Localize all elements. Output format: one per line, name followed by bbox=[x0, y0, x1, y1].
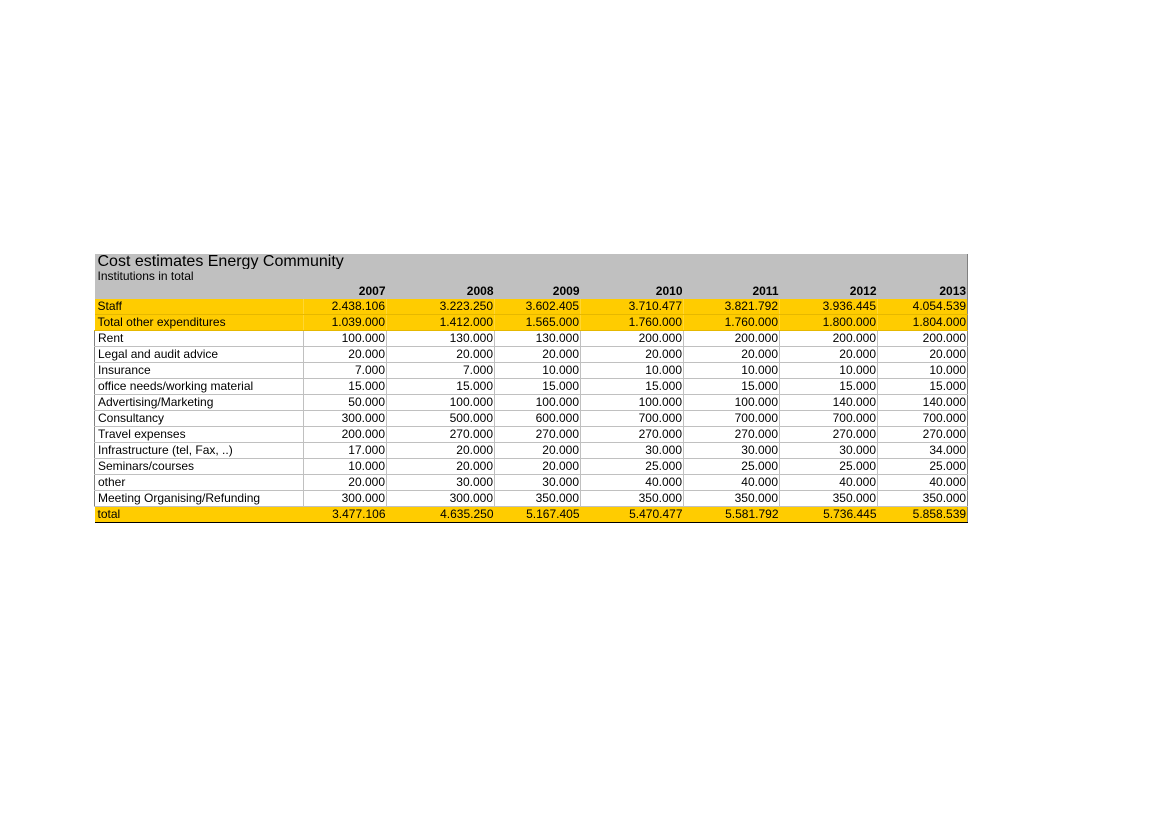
year-header-2009[interactable]: 2009 bbox=[495, 284, 581, 299]
cell-2008[interactable]: 500.000 bbox=[387, 411, 495, 427]
row-label[interactable]: Total other expenditures bbox=[95, 315, 304, 331]
cell-2009[interactable]: 10.000 bbox=[495, 363, 581, 379]
table-row bbox=[95, 347, 968, 363]
cell-2009[interactable]: 15.000 bbox=[495, 379, 581, 395]
table-row bbox=[95, 315, 968, 331]
year-header-2007[interactable]: 2007 bbox=[304, 284, 387, 299]
cell-2011[interactable]: 1.760.000 bbox=[684, 315, 780, 331]
cell-2012[interactable]: 1.800.000 bbox=[780, 315, 878, 331]
cell-2011[interactable]: 350.000 bbox=[684, 491, 780, 507]
cell-2008[interactable]: 20.000 bbox=[387, 459, 495, 475]
cell-2010[interactable]: 15.000 bbox=[581, 379, 684, 395]
cell-2007[interactable]: 100.000 bbox=[304, 331, 387, 347]
title-row bbox=[95, 254, 968, 269]
cell-2010[interactable]: 5.470.477 bbox=[581, 507, 684, 523]
year-header-2008[interactable]: 2008 bbox=[387, 284, 495, 299]
table-row bbox=[95, 379, 968, 395]
row-label[interactable]: Travel expenses bbox=[95, 427, 304, 443]
cell-2011[interactable]: 10.000 bbox=[684, 363, 780, 379]
cell-2007[interactable]: 20.000 bbox=[304, 347, 387, 363]
cell-2009[interactable]: 1.565.000 bbox=[495, 315, 581, 331]
cell-2009[interactable]: 130.000 bbox=[495, 331, 581, 347]
cell-2013[interactable]: 1.804.000 bbox=[878, 315, 968, 331]
cell-2011[interactable]: 5.581.792 bbox=[684, 507, 780, 523]
year-header-2012[interactable]: 2012 bbox=[780, 284, 878, 299]
cell-2012[interactable]: 700.000 bbox=[780, 411, 878, 427]
cell-2010[interactable]: 40.000 bbox=[581, 475, 684, 491]
cell-2007[interactable]: 20.000 bbox=[304, 475, 387, 491]
cell-2012[interactable]: 15.000 bbox=[780, 379, 878, 395]
row-label[interactable]: Advertising/Marketing bbox=[95, 395, 304, 411]
row-label[interactable]: other bbox=[95, 475, 304, 491]
cell-2009[interactable]: 30.000 bbox=[495, 475, 581, 491]
cell-2013[interactable]: 25.000 bbox=[878, 459, 968, 475]
cell-2011[interactable]: 15.000 bbox=[684, 379, 780, 395]
table-row bbox=[95, 475, 968, 491]
cell-2010[interactable]: 30.000 bbox=[581, 443, 684, 459]
table-row bbox=[95, 395, 968, 411]
table-row bbox=[95, 427, 968, 443]
sheet-subtitle[interactable]: Institutions in total bbox=[95, 269, 968, 284]
cell-2008[interactable]: 20.000 bbox=[387, 443, 495, 459]
table-row bbox=[95, 411, 968, 427]
row-label[interactable]: Meeting Organising/Refunding bbox=[95, 491, 304, 507]
table-row bbox=[95, 443, 968, 459]
row-label[interactable]: office needs/working material bbox=[95, 379, 304, 395]
cell-2011[interactable]: 100.000 bbox=[684, 395, 780, 411]
cell-2008[interactable]: 15.000 bbox=[387, 379, 495, 395]
cell-2008[interactable]: 20.000 bbox=[387, 347, 495, 363]
cell-2013[interactable]: 270.000 bbox=[878, 427, 968, 443]
cell-2013[interactable]: 20.000 bbox=[878, 347, 968, 363]
cell-2011[interactable]: 25.000 bbox=[684, 459, 780, 475]
cell-2012[interactable]: 5.736.445 bbox=[780, 507, 878, 523]
table-row bbox=[95, 331, 968, 347]
cell-2009[interactable]: 20.000 bbox=[495, 347, 581, 363]
cell-2007[interactable]: 15.000 bbox=[304, 379, 387, 395]
cell-2012[interactable]: 3.936.445 bbox=[780, 299, 878, 315]
row-label[interactable]: Consultancy bbox=[95, 411, 304, 427]
cell-2012[interactable]: 350.000 bbox=[780, 491, 878, 507]
cell-2012[interactable]: 270.000 bbox=[780, 427, 878, 443]
cell-2013[interactable]: 34.000 bbox=[878, 443, 968, 459]
cell-2007[interactable]: 300.000 bbox=[304, 491, 387, 507]
cell-2011[interactable]: 200.000 bbox=[684, 331, 780, 347]
year-header-2010[interactable]: 2010 bbox=[581, 284, 684, 299]
cell-2012[interactable]: 20.000 bbox=[780, 347, 878, 363]
cell-2013[interactable]: 15.000 bbox=[878, 379, 968, 395]
row-label[interactable]: Rent bbox=[95, 331, 304, 347]
cell-2009[interactable]: 20.000 bbox=[495, 459, 581, 475]
cell-2009[interactable]: 600.000 bbox=[495, 411, 581, 427]
cell-2008[interactable]: 1.412.000 bbox=[387, 315, 495, 331]
cell-2008[interactable]: 100.000 bbox=[387, 395, 495, 411]
cell-2009[interactable]: 350.000 bbox=[495, 491, 581, 507]
row-label[interactable]: total bbox=[95, 507, 304, 523]
year-header-2013[interactable]: 2013 bbox=[878, 284, 968, 299]
cell-2010[interactable]: 3.710.477 bbox=[581, 299, 684, 315]
cell-2010[interactable]: 270.000 bbox=[581, 427, 684, 443]
cell-2007[interactable]: 10.000 bbox=[304, 459, 387, 475]
subtitle-row bbox=[95, 269, 968, 284]
cell-2013[interactable]: 4.054.539 bbox=[878, 299, 968, 315]
table-row bbox=[95, 363, 968, 379]
cell-2010[interactable]: 10.000 bbox=[581, 363, 684, 379]
row-label[interactable]: Infrastructure (tel, Fax, ..) bbox=[95, 443, 304, 459]
cell-2013[interactable]: 140.000 bbox=[878, 395, 968, 411]
row-label[interactable]: Insurance bbox=[95, 363, 304, 379]
cell-2011[interactable]: 270.000 bbox=[684, 427, 780, 443]
cell-2008[interactable]: 7.000 bbox=[387, 363, 495, 379]
cell-2007[interactable]: 300.000 bbox=[304, 411, 387, 427]
cell-2009[interactable]: 3.602.405 bbox=[495, 299, 581, 315]
cell-2008[interactable]: 130.000 bbox=[387, 331, 495, 347]
cell-2007[interactable]: 1.039.000 bbox=[304, 315, 387, 331]
cell-2010[interactable]: 700.000 bbox=[581, 411, 684, 427]
table-row bbox=[95, 299, 968, 315]
cell-2007[interactable]: 2.438.106 bbox=[304, 299, 387, 315]
sheet-title[interactable]: Cost estimates Energy Community bbox=[95, 254, 968, 269]
cell-2012[interactable]: 40.000 bbox=[780, 475, 878, 491]
cell-2007[interactable]: 17.000 bbox=[304, 443, 387, 459]
cell-2011[interactable]: 20.000 bbox=[684, 347, 780, 363]
cell-2013[interactable]: 200.000 bbox=[878, 331, 968, 347]
cell-2008[interactable]: 30.000 bbox=[387, 475, 495, 491]
cost-estimates-table bbox=[94, 254, 968, 523]
table-row bbox=[95, 459, 968, 475]
cell-2008[interactable]: 270.000 bbox=[387, 427, 495, 443]
cell-2009[interactable]: 270.000 bbox=[495, 427, 581, 443]
table-row bbox=[95, 507, 968, 523]
cell-2007[interactable]: 200.000 bbox=[304, 427, 387, 443]
cell-2010[interactable]: 20.000 bbox=[581, 347, 684, 363]
cell-2012[interactable]: 30.000 bbox=[780, 443, 878, 459]
row-label[interactable]: Staff bbox=[95, 299, 304, 315]
cell-2013[interactable]: 40.000 bbox=[878, 475, 968, 491]
cell-2011[interactable]: 40.000 bbox=[684, 475, 780, 491]
cell-2010[interactable]: 100.000 bbox=[581, 395, 684, 411]
cell-2007[interactable]: 7.000 bbox=[304, 363, 387, 379]
year-header-blank[interactable] bbox=[95, 284, 304, 299]
cell-2013[interactable]: 5.858.539 bbox=[878, 507, 968, 523]
cell-2013[interactable]: 700.000 bbox=[878, 411, 968, 427]
cell-2007[interactable]: 3.477.106 bbox=[304, 507, 387, 523]
table-row bbox=[95, 491, 968, 507]
cell-2011[interactable]: 700.000 bbox=[684, 411, 780, 427]
row-label[interactable]: Seminars/courses bbox=[95, 459, 304, 475]
cell-2010[interactable]: 200.000 bbox=[581, 331, 684, 347]
cell-2013[interactable]: 350.000 bbox=[878, 491, 968, 507]
cell-2010[interactable]: 350.000 bbox=[581, 491, 684, 507]
cell-2007[interactable]: 50.000 bbox=[304, 395, 387, 411]
row-label[interactable]: Legal and audit advice bbox=[95, 347, 304, 363]
year-header-row bbox=[95, 284, 968, 299]
cell-2008[interactable]: 4.635.250 bbox=[387, 507, 495, 523]
cell-2012[interactable]: 200.000 bbox=[780, 331, 878, 347]
cell-2009[interactable]: 100.000 bbox=[495, 395, 581, 411]
year-header-2011[interactable]: 2011 bbox=[684, 284, 780, 299]
cell-2008[interactable]: 300.000 bbox=[387, 491, 495, 507]
cell-2011[interactable]: 3.821.792 bbox=[684, 299, 780, 315]
cell-2010[interactable]: 1.760.000 bbox=[581, 315, 684, 331]
cell-2013[interactable]: 10.000 bbox=[878, 363, 968, 379]
cell-2008[interactable]: 3.223.250 bbox=[387, 299, 495, 315]
cell-2012[interactable]: 25.000 bbox=[780, 459, 878, 475]
cell-2009[interactable]: 5.167.405 bbox=[495, 507, 581, 523]
cell-2012[interactable]: 140.000 bbox=[780, 395, 878, 411]
cell-2012[interactable]: 10.000 bbox=[780, 363, 878, 379]
cell-2009[interactable]: 20.000 bbox=[495, 443, 581, 459]
cell-2010[interactable]: 25.000 bbox=[581, 459, 684, 475]
cell-2011[interactable]: 30.000 bbox=[684, 443, 780, 459]
